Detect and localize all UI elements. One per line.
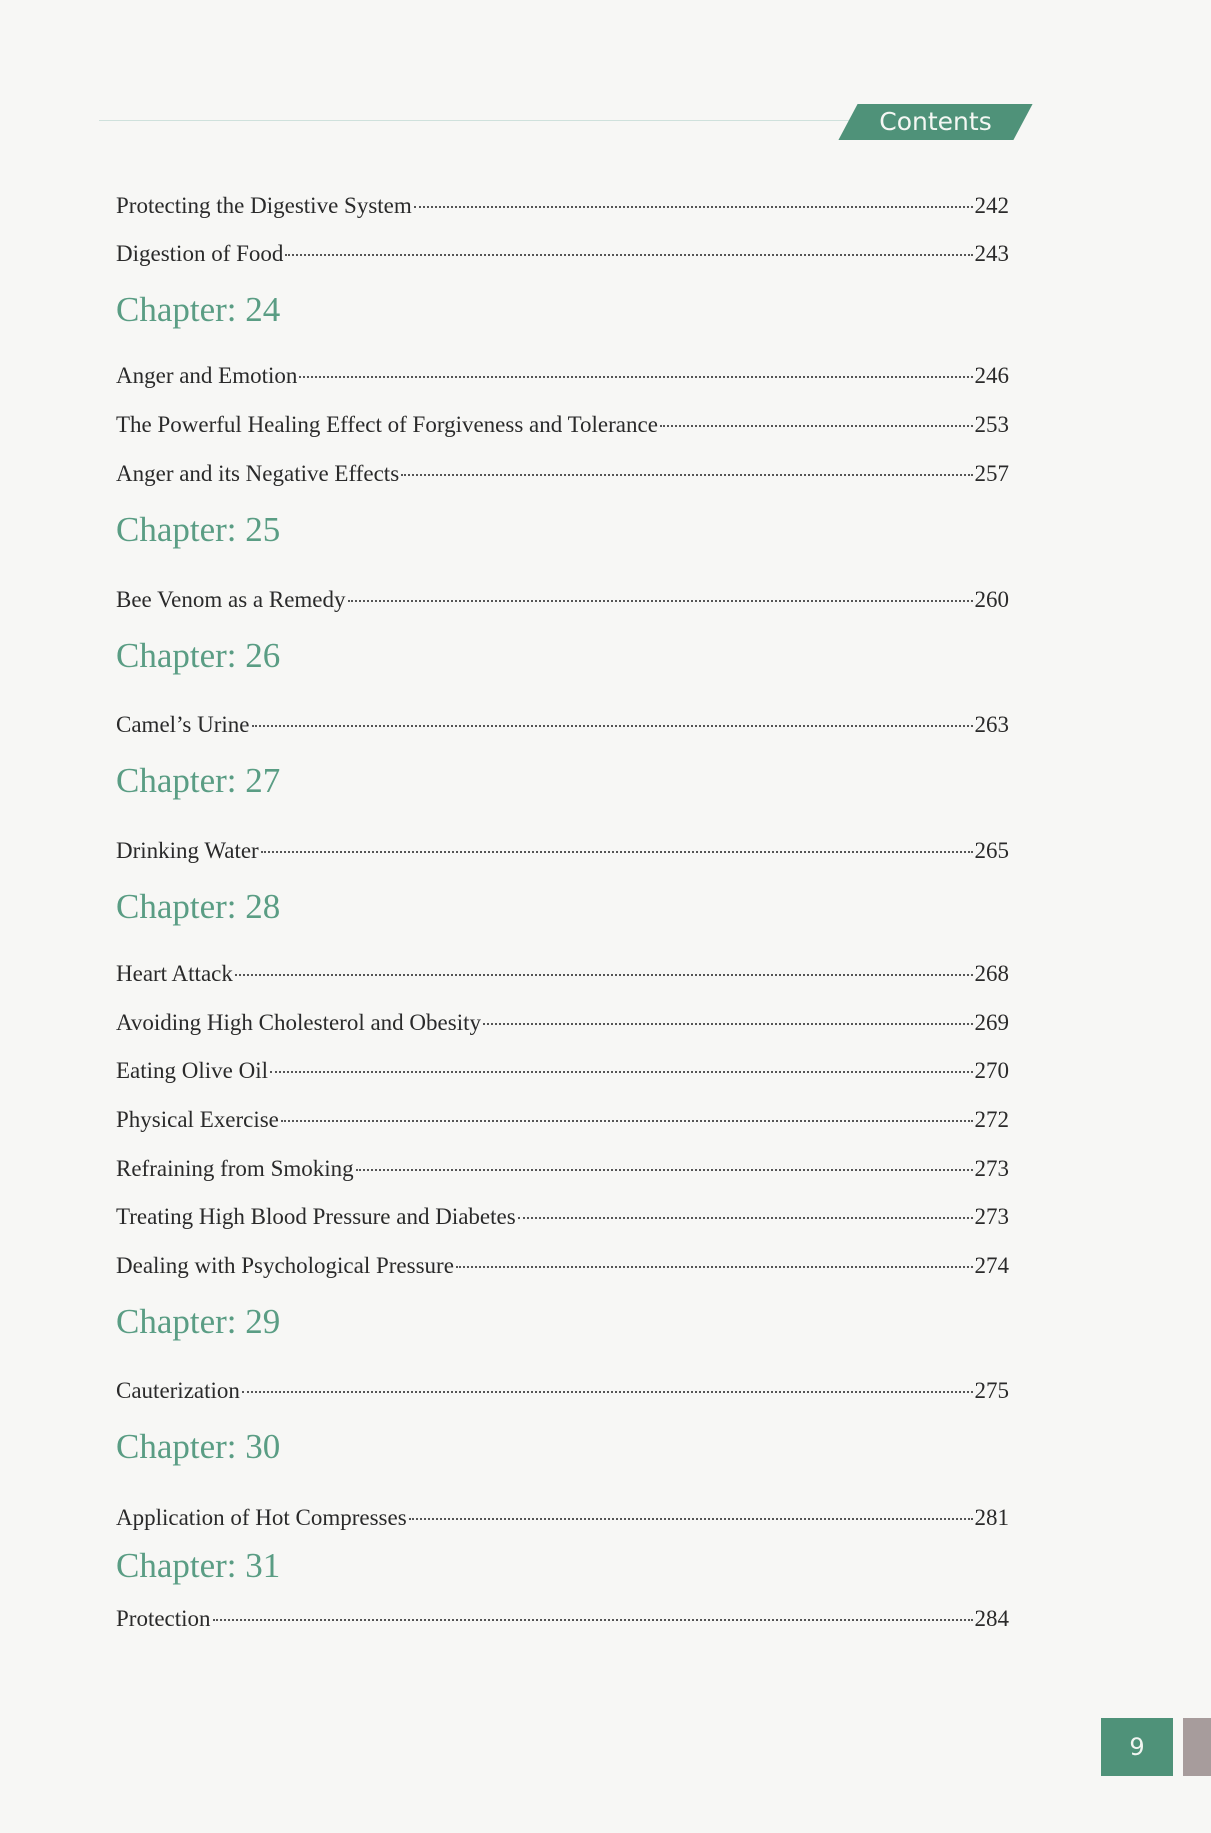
toc-entry-title: Avoiding High Cholesterol and Obesity: [116, 1010, 481, 1035]
page-edge-tab: [1183, 1718, 1211, 1776]
toc-entry-title: Physical Exercise: [116, 1107, 279, 1132]
toc-entry-title: Treating High Blood Pressure and Diabetes: [116, 1204, 516, 1229]
toc-entry[interactable]: [116, 1154, 1009, 1184]
toc-entry[interactable]: [116, 1202, 1009, 1232]
toc-entry-title: Drinking Water: [116, 838, 259, 863]
toc-entry-title: Heart Attack: [116, 961, 233, 986]
toc-entry[interactable]: [116, 710, 1009, 740]
toc-entry-page: 273: [974, 1156, 1009, 1181]
toc-entry[interactable]: [116, 959, 1009, 989]
contents-title: Contents: [879, 107, 992, 136]
dot-leader: [456, 1266, 973, 1268]
dot-leader: [348, 600, 973, 602]
chapter-heading: Chapter: 26: [116, 636, 281, 675]
toc-entry[interactable]: [116, 1503, 1009, 1533]
dot-leader: [261, 851, 973, 853]
toc-entry-page: 274: [974, 1253, 1009, 1278]
toc-entry-title: Cauterization: [116, 1378, 240, 1403]
toc-entry-page: 257: [974, 461, 1009, 486]
dot-leader: [235, 974, 973, 976]
toc-entry[interactable]: [116, 836, 1009, 866]
toc-entry-page: 273: [974, 1204, 1009, 1229]
dot-leader: [414, 206, 973, 208]
toc-entry-page: 275: [974, 1378, 1009, 1403]
toc-entry[interactable]: [116, 1056, 1009, 1086]
toc-entry-title: Refraining from Smoking: [116, 1156, 354, 1181]
toc-entry-page: 242: [974, 193, 1009, 218]
toc-entry-page: 246: [974, 363, 1009, 388]
toc-entry[interactable]: [116, 1376, 1009, 1406]
chapter-heading: Chapter: 28: [116, 887, 281, 926]
toc-entry-title: Camel’s Urine: [116, 712, 250, 737]
toc-entry-page: 260: [974, 587, 1009, 612]
toc-entry[interactable]: [116, 585, 1009, 615]
chapter-heading: Chapter: 25: [116, 510, 281, 549]
dot-leader: [483, 1023, 973, 1025]
dot-leader: [409, 1518, 973, 1520]
toc-entry-page: 268: [974, 961, 1009, 986]
dot-leader: [213, 1619, 973, 1621]
dot-leader: [252, 725, 973, 727]
toc-entry-page: 265: [974, 838, 1009, 863]
toc-entry[interactable]: [116, 1251, 1009, 1281]
toc-entry-title: The Powerful Healing Effect of Forgiveness and Tolerance: [116, 412, 658, 437]
toc-entry-title: Bee Venom as a Remedy: [116, 587, 346, 612]
chapter-heading: Chapter: 29: [116, 1302, 281, 1341]
toc-entry-page: 243: [974, 241, 1009, 266]
toc-entry[interactable]: [116, 191, 1009, 221]
toc-entry-title: Application of Hot Compresses: [116, 1505, 407, 1530]
toc-entry[interactable]: [116, 410, 1009, 440]
toc-entry[interactable]: [116, 239, 1009, 269]
chapter-heading: Chapter: 30: [116, 1427, 281, 1466]
toc-entry-page: 253: [974, 412, 1009, 437]
page-number: 9: [1101, 1718, 1173, 1776]
toc-entry[interactable]: [116, 1008, 1009, 1038]
toc-entry[interactable]: [116, 1604, 1009, 1634]
toc-entry-page: 272: [974, 1107, 1009, 1132]
toc-entry-page: 263: [974, 712, 1009, 737]
toc-entry[interactable]: [116, 361, 1009, 391]
toc-entry-title: Protection: [116, 1606, 211, 1631]
toc-entry-title: Protecting the Digestive System: [116, 193, 412, 218]
dot-leader: [270, 1071, 972, 1073]
toc-entry[interactable]: [116, 459, 1009, 489]
dot-leader: [285, 254, 972, 256]
dot-leader: [281, 1120, 973, 1122]
toc-entry-title: Dealing with Psychological Pressure: [116, 1253, 454, 1278]
toc-entry-title: Anger and its Negative Effects: [116, 461, 400, 486]
dot-leader: [242, 1391, 973, 1393]
toc-entry-page: 269: [974, 1010, 1009, 1035]
dot-leader: [660, 425, 973, 427]
header-rule: [99, 120, 879, 121]
dot-leader: [299, 376, 972, 378]
toc-entry-title: Eating Olive Oil: [116, 1058, 269, 1083]
toc-entry-page: 284: [974, 1606, 1009, 1631]
dot-leader: [356, 1169, 973, 1171]
toc-entry-title: Anger and Emotion: [116, 363, 298, 388]
toc-entry[interactable]: [116, 1105, 1009, 1135]
chapter-heading: Chapter: 27: [116, 761, 281, 800]
toc-entry-page: 281: [974, 1505, 1009, 1530]
chapter-heading: Chapter: 31: [116, 1546, 281, 1585]
toc-entry-page: 270: [974, 1058, 1009, 1083]
dot-leader: [518, 1217, 973, 1219]
dot-leader: [401, 474, 972, 476]
toc-entry-title: Digestion of Food: [116, 241, 284, 266]
chapter-heading: Chapter: 24: [116, 290, 281, 329]
